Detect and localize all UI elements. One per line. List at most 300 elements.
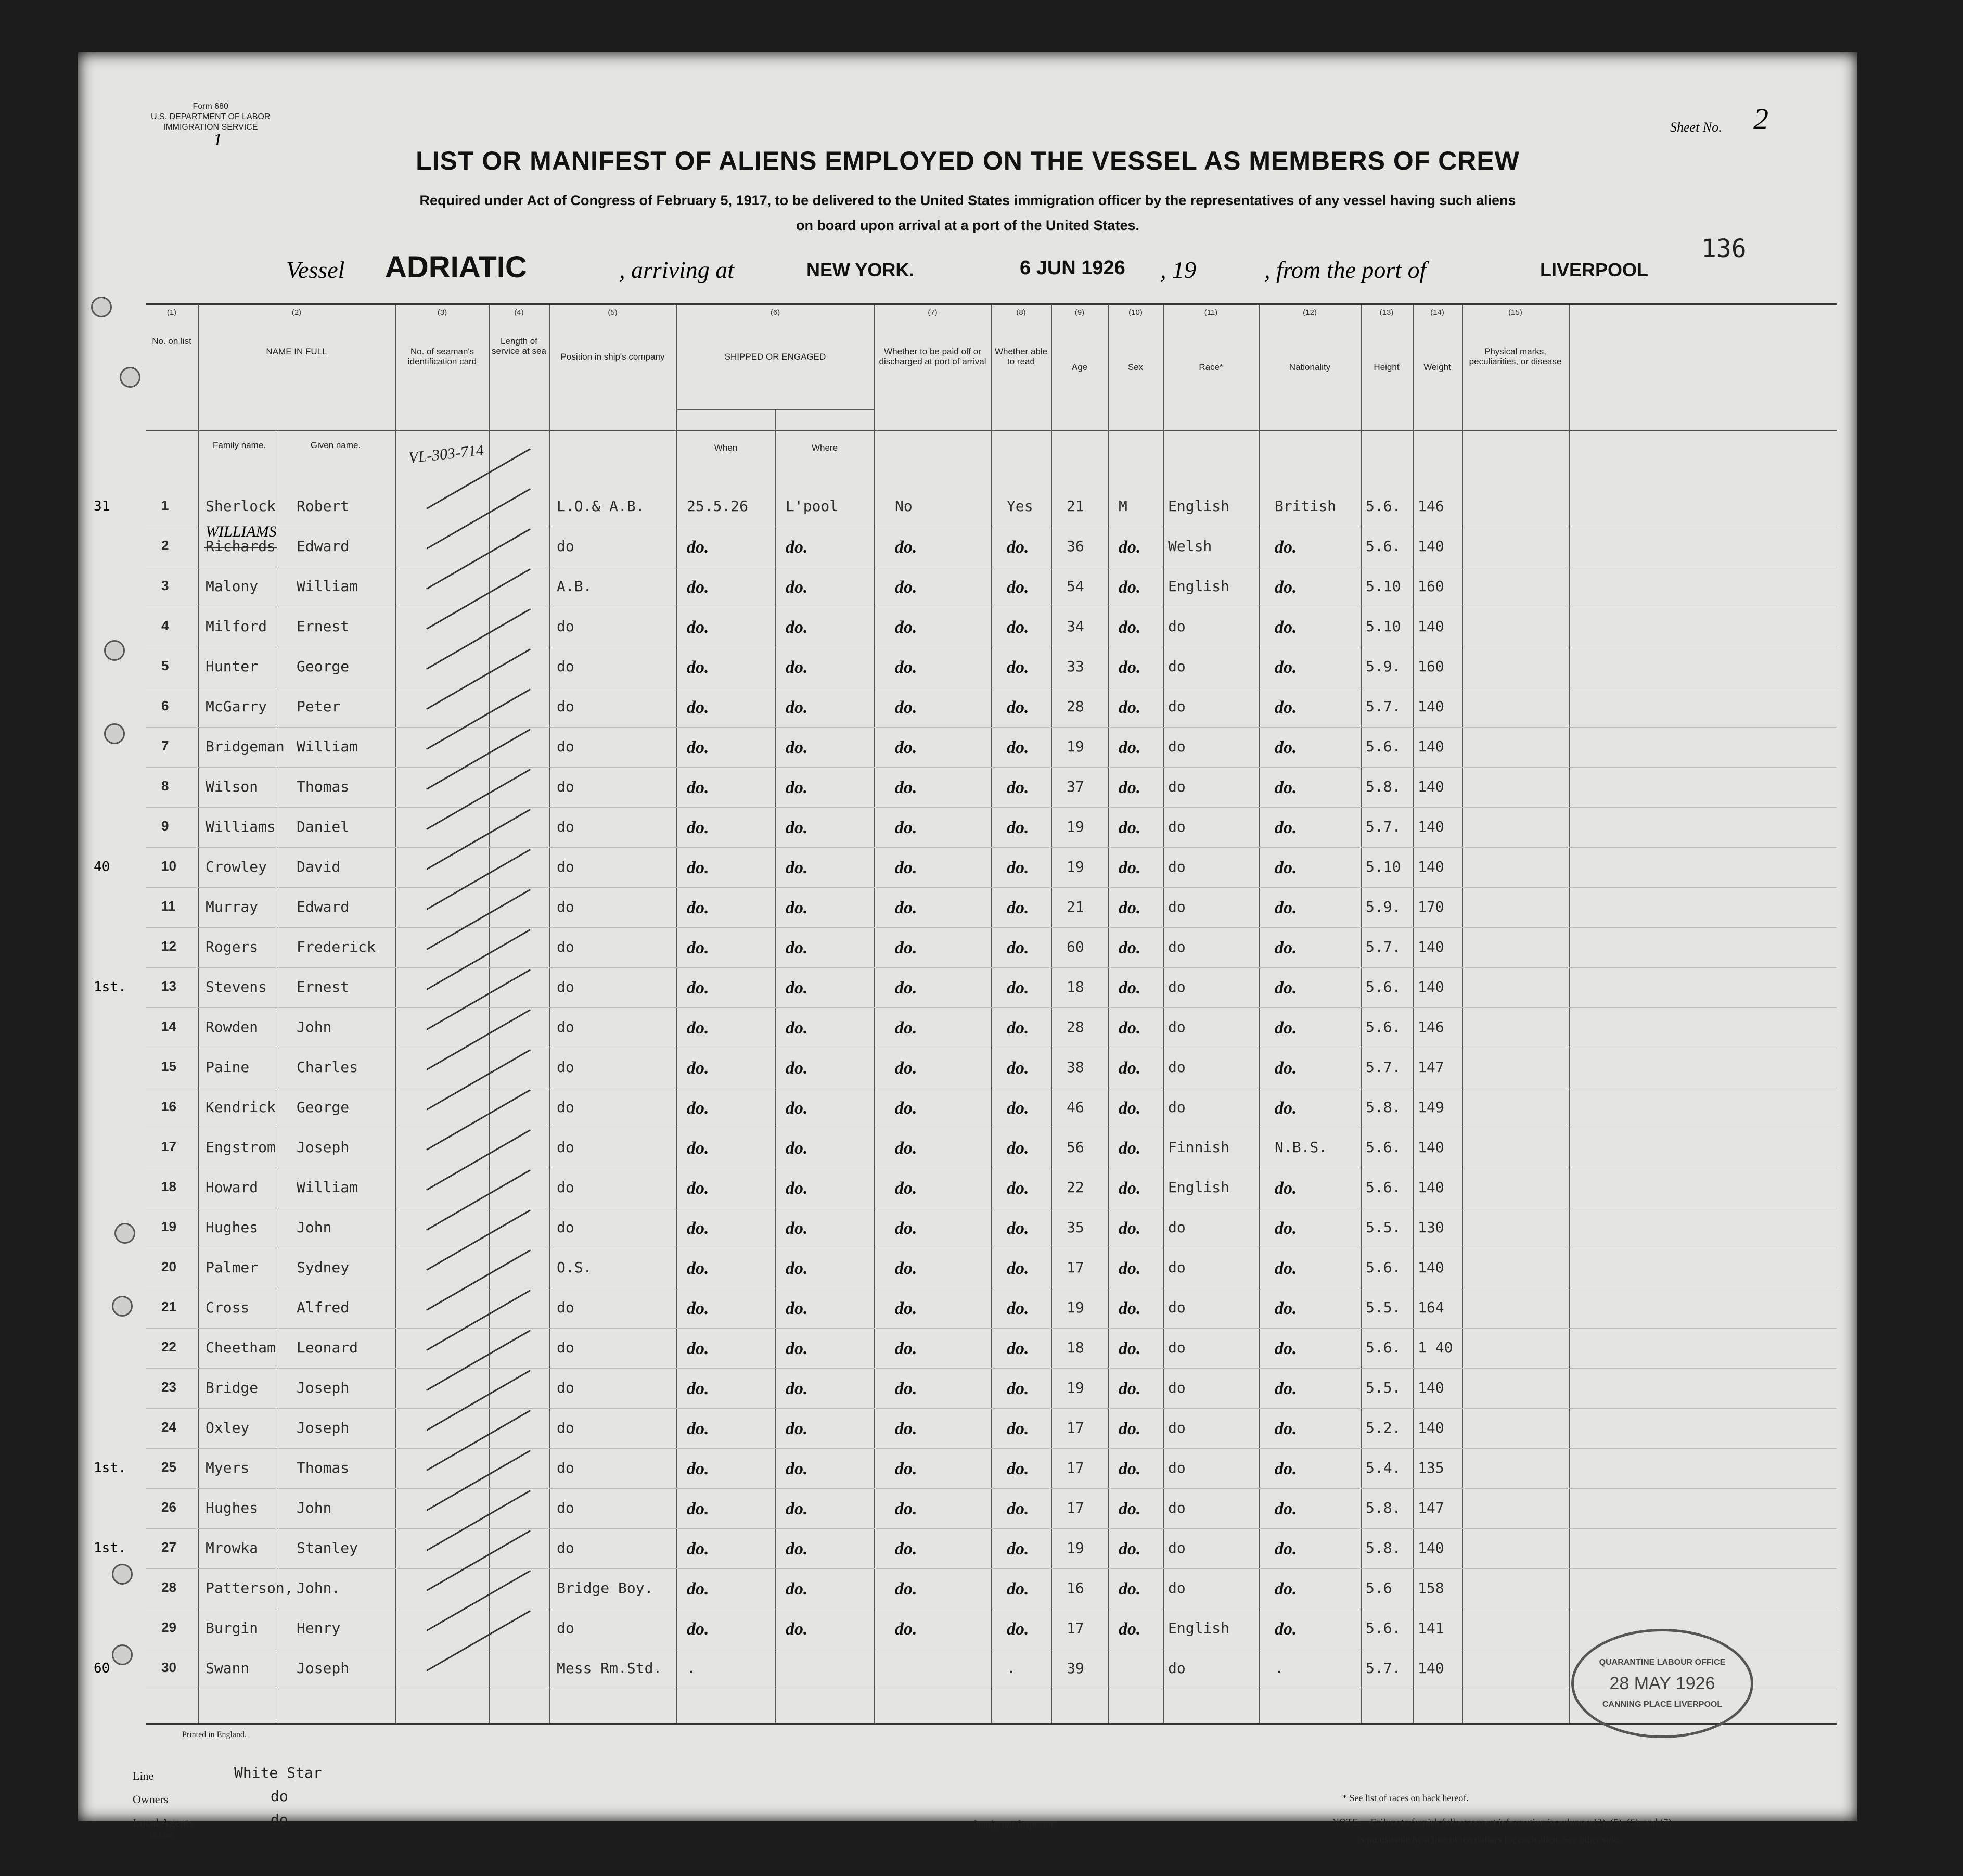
table-row (146, 1048, 1837, 1088)
cell-age: 46 (1067, 1099, 1084, 1116)
cell-family: Wilson (206, 778, 259, 795)
cell-paid: do. (895, 538, 917, 557)
col-num-14: (14) (1430, 308, 1444, 317)
cell-sex: do. (1119, 1379, 1141, 1398)
table-row (146, 848, 1837, 887)
header-position: Position in ship's company (560, 352, 665, 362)
cell-weight: 140 (1418, 778, 1444, 795)
cell-where: do. (786, 1018, 808, 1038)
table-row (146, 1248, 1837, 1288)
cell-no: 20 (161, 1259, 176, 1274)
cell-nat: do. (1275, 858, 1297, 877)
cell-nat: . (1275, 1660, 1284, 1677)
cell-when: do. (687, 578, 709, 597)
cell-position: do (557, 858, 574, 875)
cell-age: 19 (1067, 1299, 1084, 1316)
col-num-15: (15) (1508, 308, 1522, 317)
cell-position: do (557, 1058, 574, 1076)
cell-when: do. (687, 1459, 709, 1478)
cell-age: 19 (1067, 818, 1084, 835)
header-length-of-service: Length of service at sea (492, 336, 546, 356)
table-row (146, 1208, 1837, 1248)
cell-sex: do. (1119, 618, 1141, 637)
cell-age: 56 (1067, 1139, 1084, 1156)
cell-given: Edward (297, 538, 350, 555)
cell-no: 19 (161, 1219, 176, 1234)
cell-paid: do. (895, 978, 917, 998)
arrival-port: NEW YORK. (806, 259, 915, 280)
service: IMMIGRATION SERVICE (163, 123, 258, 132)
cell-age: 19 (1067, 1379, 1084, 1396)
cell-no: 26 (161, 1499, 176, 1515)
stamp-top-text: QUARANTINE LABOUR OFFICE (1599, 1657, 1726, 1667)
cell-paid: do. (895, 698, 917, 717)
cell-read: do. (1007, 1018, 1029, 1038)
cell-sex: do. (1119, 1459, 1141, 1478)
cell-read: do. (1007, 1139, 1029, 1158)
cell-race: do (1168, 1299, 1186, 1316)
cell-no: 15 (161, 1058, 176, 1074)
cell-sex: do. (1119, 1018, 1141, 1038)
cell-no: 3 (161, 578, 169, 593)
cell-race: do (1168, 658, 1186, 675)
cell-given: George (297, 658, 350, 675)
cell-paid: do. (895, 1419, 917, 1438)
cell-race: do (1168, 738, 1186, 755)
cell-paid: do. (895, 898, 917, 917)
owners-value: do (271, 1788, 288, 1805)
cell-read: do. (1007, 658, 1029, 677)
cell-race: do (1168, 1419, 1186, 1436)
cell-race: do (1168, 1058, 1186, 1076)
cell-when: do. (687, 938, 709, 958)
cell-paid: do. (895, 1139, 917, 1158)
cell-sex: do. (1119, 1179, 1141, 1198)
cell-weight: 140 (1418, 1539, 1444, 1556)
table-row (146, 487, 1837, 527)
cell-when: do. (687, 1419, 709, 1438)
cell-read: do. (1007, 1499, 1029, 1518)
cell-where: do. (786, 1619, 808, 1639)
cell-read: Yes (1007, 497, 1033, 515)
cell-given: William (297, 578, 358, 595)
cell-nat: do. (1275, 1259, 1297, 1278)
cell-paid: do. (895, 858, 917, 877)
cell-family: Hughes (206, 1499, 259, 1516)
cell-sex: do. (1119, 658, 1141, 677)
cell-race: do (1168, 778, 1186, 795)
header-nationality: Nationality (1289, 362, 1331, 372)
cell-position: do (557, 698, 574, 715)
manifest-page (78, 52, 1857, 1845)
cell-when: do. (687, 1139, 709, 1158)
cell-race: do (1168, 1099, 1186, 1116)
cell-given: Joseph (297, 1419, 350, 1436)
cell-nat: do. (1275, 1299, 1297, 1318)
cell-weight: 160 (1418, 658, 1444, 675)
cell-read: do. (1007, 1058, 1029, 1078)
table-row (146, 1008, 1837, 1048)
cell-read: do. (1007, 738, 1029, 757)
cell-where: do. (786, 1099, 808, 1118)
cell-weight: 140 (1418, 618, 1444, 635)
cell-position: do (557, 1299, 574, 1316)
cell-family: Crowley (206, 858, 267, 875)
cell-race: English (1168, 497, 1230, 515)
cell-position: A.B. (557, 578, 592, 595)
cell-read: do. (1007, 1459, 1029, 1478)
table-row (146, 1128, 1837, 1168)
cell-age: 35 (1067, 1219, 1084, 1236)
cell-weight: 170 (1418, 898, 1444, 915)
cell-sex: do. (1119, 1539, 1141, 1559)
cell-age: 28 (1067, 1018, 1084, 1036)
col-num-9: (9) (1074, 308, 1085, 317)
cell-given: Stanley (297, 1539, 358, 1556)
cell-race: do (1168, 698, 1186, 715)
cell-when: do. (687, 1539, 709, 1559)
header-race: Race* (1199, 362, 1223, 372)
binder-hole (112, 1296, 133, 1317)
cell-no: 18 (161, 1179, 176, 1194)
note-label: NOTE. (1332, 1817, 1361, 1828)
header-no-on-list: No. on list (152, 336, 191, 346)
header-where: Where (811, 443, 838, 453)
cell-weight: 130 (1418, 1219, 1444, 1236)
cell-no: 23 (161, 1379, 176, 1395)
cell-paid: do. (895, 738, 917, 757)
cell-when: do. (687, 1619, 709, 1639)
cell-age: 17 (1067, 1619, 1084, 1637)
cell-when: do. (687, 778, 709, 797)
cell-age: 19 (1067, 858, 1084, 875)
cell-position: do (557, 1459, 574, 1476)
cell-nat: do. (1275, 1179, 1297, 1198)
page-number: 136 (1701, 234, 1747, 263)
cell-given: Ernest (297, 618, 350, 635)
table-row (146, 888, 1837, 927)
cell-family: Milford (206, 618, 267, 635)
cell-given: Joseph (297, 1139, 350, 1156)
cell-age: 28 (1067, 698, 1084, 715)
agents-label: Local Agents (133, 1816, 194, 1829)
cell-height: 5.6. (1366, 1179, 1401, 1196)
margin-note: 1st. (94, 1540, 126, 1556)
cell-position: O.S. (557, 1259, 592, 1276)
cell-when: do. (687, 858, 709, 877)
form-code: 14-1240 (148, 1832, 173, 1840)
cell-where: do. (786, 858, 808, 877)
cell-height: 5.8. (1366, 1539, 1401, 1556)
cell-age: 33 (1067, 658, 1084, 675)
cell-height: 5.9. (1366, 898, 1401, 915)
cell-height: 5.6. (1366, 978, 1401, 996)
cell-height: 5.6. (1366, 1619, 1401, 1637)
cell-no: 13 (161, 978, 176, 994)
cell-no: 4 (161, 618, 169, 633)
cell-weight: 160 (1418, 578, 1444, 595)
cell-position: do (557, 1099, 574, 1116)
cell-family: Rogers (206, 938, 259, 955)
cell-nat: do. (1275, 898, 1297, 917)
cell-race: Finnish (1168, 1139, 1230, 1156)
cell-position: do (557, 778, 574, 795)
table-row (146, 928, 1837, 967)
cell-nat: do. (1275, 618, 1297, 637)
cell-nat: do. (1275, 1018, 1297, 1038)
cell-where: do. (786, 1379, 808, 1398)
cell-sex: do. (1119, 1339, 1141, 1358)
cell-race: Welsh (1168, 538, 1212, 555)
cell-height: 5.5. (1366, 1379, 1401, 1396)
cell-paid: do. (895, 1299, 917, 1318)
cell-read: do. (1007, 1379, 1029, 1398)
quarantine-stamp (1571, 1629, 1753, 1738)
page-title: LIST OR MANIFEST OF ALIENS EMPLOYED ON THE VESSEL AS MEMBERS OF CREW (416, 146, 1520, 175)
cell-family: Sherlock (206, 497, 276, 515)
cell-weight: 140 (1418, 1179, 1444, 1196)
cell-race: do (1168, 1259, 1186, 1276)
cell-height: 5.2. (1366, 1419, 1401, 1436)
strikethrough-line (204, 547, 277, 548)
cell-given: Robert (297, 497, 350, 515)
cell-position: do (557, 1339, 574, 1356)
table-row (146, 607, 1837, 647)
cell-paid: do. (895, 578, 917, 597)
cell-family: Rowden (206, 1018, 259, 1036)
cell-weight: 140 (1418, 1379, 1444, 1396)
cell-read: do. (1007, 1419, 1029, 1438)
cell-no: 7 (161, 738, 169, 754)
cell-where: do. (786, 698, 808, 717)
cell-given: John (297, 1018, 332, 1036)
cell-read: do. (1007, 858, 1029, 877)
cell-position: do (557, 618, 574, 635)
cell-no: 10 (161, 858, 176, 874)
cell-when: do. (687, 698, 709, 717)
cell-when: do. (687, 1339, 709, 1358)
cell-when: do. (687, 1058, 709, 1078)
cell-family: Oxley (206, 1419, 250, 1436)
cell-height: 5.4. (1366, 1459, 1401, 1476)
fine-note (1332, 1817, 1672, 1829)
cell-read: do. (1007, 1219, 1029, 1238)
id-annotation: VL-303-714 (407, 441, 485, 467)
cell-weight: 140 (1418, 818, 1444, 835)
binder-hole (104, 640, 125, 661)
cell-weight: 146 (1418, 497, 1444, 515)
cell-read: do. (1007, 1259, 1029, 1278)
cell-given: Henry (297, 1619, 341, 1637)
col-num-13: (13) (1379, 308, 1394, 317)
table-row (146, 647, 1837, 687)
cell-sex: do. (1119, 778, 1141, 797)
cell-nat: do. (1275, 978, 1297, 998)
cell-age: 21 (1067, 497, 1084, 515)
cell-height: 5.7. (1366, 1058, 1401, 1076)
header-paid-off: Whether to be paid off or discharged at port of arrival (879, 347, 986, 366)
cell-sex: do. (1119, 1219, 1141, 1238)
cell-race: do (1168, 1660, 1186, 1677)
cell-height: 5.6. (1366, 1259, 1401, 1276)
cell-nat: do. (1275, 1219, 1297, 1238)
cell-weight: 140 (1418, 698, 1444, 715)
cell-family: McGarry (206, 698, 267, 715)
cell-given: John (297, 1219, 332, 1236)
cell-height: 5.10 (1366, 858, 1401, 875)
cell-when: do. (687, 658, 709, 677)
header-name-in-full: NAME IN FULL (266, 347, 327, 356)
cell-race: do (1168, 1539, 1186, 1556)
cell-read: do. (1007, 698, 1029, 717)
cell-family: Stevens (206, 978, 267, 996)
table-row (146, 527, 1837, 567)
cell-nat: do. (1275, 1379, 1297, 1398)
name-correction: WILLIAMS (206, 523, 277, 540)
vessel-line (286, 234, 1795, 291)
cell-race: do (1168, 858, 1186, 875)
cell-when: do. (687, 1579, 709, 1599)
cell-where: L'pool (786, 497, 839, 515)
cell-paid: do. (895, 1459, 917, 1478)
cell-no: 12 (161, 938, 176, 954)
cell-where: do. (786, 658, 808, 677)
cell-read: do. (1007, 778, 1029, 797)
cell-nat: do. (1275, 538, 1297, 557)
binder-hole (112, 1564, 133, 1585)
cell-paid: do. (895, 1179, 917, 1198)
cell-position: do (557, 938, 574, 955)
cell-where: do. (786, 1139, 808, 1158)
cell-nat: do. (1275, 698, 1297, 717)
cell-nat: do. (1275, 778, 1297, 797)
cell-family: Kendrick (206, 1099, 276, 1116)
cell-when: do. (687, 1179, 709, 1198)
cell-age: 39 (1067, 1660, 1084, 1677)
col-num-6: (6) (770, 308, 780, 317)
cell-when: do. (687, 1379, 709, 1398)
header-id-card: No. of seaman's identification card (407, 347, 477, 366)
cell-where: do. (786, 578, 808, 597)
cell-family: Mrowka (206, 1539, 259, 1556)
table-row (146, 1088, 1837, 1128)
cell-family: Engstrom (206, 1139, 276, 1156)
cell-read: do. (1007, 978, 1029, 998)
cell-sex: do. (1119, 1419, 1141, 1438)
cell-where: do. (786, 898, 808, 917)
cell-race: English (1168, 1179, 1230, 1196)
cell-height: 5.10 (1366, 618, 1401, 635)
table-row (146, 1609, 1837, 1649)
cell-no: 8 (161, 778, 169, 794)
cell-given: Thomas (297, 778, 350, 795)
cell-age: 54 (1067, 578, 1084, 595)
table-row (146, 1409, 1837, 1448)
cell-given: John. (297, 1579, 341, 1597)
cell-read: do. (1007, 578, 1029, 597)
cell-given: William (297, 738, 358, 755)
cell-height: 5.5. (1366, 1219, 1401, 1236)
cell-read: do. (1007, 1179, 1029, 1198)
cell-sex: do. (1119, 578, 1141, 597)
cell-where: do. (786, 1459, 808, 1478)
cell-nat: British (1275, 497, 1337, 515)
cell-paid: do. (895, 1579, 917, 1599)
cell-when: do. (687, 898, 709, 917)
header-when: When (714, 443, 738, 453)
cell-sex: do. (1119, 938, 1141, 958)
cell-height: 5.7. (1366, 698, 1401, 715)
cell-sex: do. (1119, 898, 1141, 917)
cell-given: Alfred (297, 1299, 350, 1316)
cell-family: Bridgeman (206, 738, 285, 755)
col-num-4: (4) (514, 308, 524, 317)
col-num-10: (10) (1128, 308, 1143, 317)
table-row (146, 808, 1837, 847)
department: U.S. DEPARTMENT OF LABOR (151, 112, 271, 121)
cell-where: do. (786, 1219, 808, 1238)
cell-nat: do. (1275, 658, 1297, 677)
cell-position: do (557, 1018, 574, 1036)
col-num-11: (11) (1204, 308, 1218, 317)
cell-read: do. (1007, 1099, 1029, 1118)
cell-position: do (557, 1379, 574, 1396)
cell-race: do (1168, 1339, 1186, 1356)
cell-where: do. (786, 1299, 808, 1318)
cell-sex: M (1119, 497, 1127, 515)
cell-read: do. (1007, 818, 1029, 837)
cell-sex: do. (1119, 538, 1141, 557)
cell-no: 29 (161, 1619, 176, 1635)
cell-given: Ernest (297, 978, 350, 996)
cell-age: 34 (1067, 618, 1084, 635)
subtitle-line1: Required under Act of Congress of February 5, 1917, to be delivered to the United States immigration officer by the representatives of any vessel having such aliens (419, 193, 1516, 208)
header-given-name: Given name. (310, 440, 361, 450)
cell-when: do. (687, 738, 709, 757)
cell-weight: 158 (1418, 1579, 1444, 1597)
cell-weight: 147 (1418, 1058, 1444, 1076)
cell-sex: do. (1119, 1499, 1141, 1518)
cell-given: William (297, 1179, 358, 1196)
cell-weight: 140 (1418, 738, 1444, 755)
cell-paid: do. (895, 1379, 917, 1398)
cell-no: 27 (161, 1539, 176, 1555)
cell-family: Paine (206, 1058, 250, 1076)
cell-read: . (1007, 1660, 1016, 1677)
cell-nat: do. (1275, 1499, 1297, 1518)
cell-paid: do. (895, 1539, 917, 1559)
cell-nat: do. (1275, 938, 1297, 958)
cell-weight: 140 (1418, 1419, 1444, 1436)
cell-read: do. (1007, 1299, 1029, 1318)
cell-position: do (557, 1539, 574, 1556)
cell-given: Charles (297, 1058, 358, 1076)
cell-age: 19 (1067, 738, 1084, 755)
cell-nat: do. (1275, 1619, 1297, 1639)
cell-race: English (1168, 1619, 1230, 1637)
cell-paid: do. (895, 1619, 917, 1639)
subtitle-line2: on board upon arrival at a port of the United States. (796, 218, 1140, 233)
cell-position: do (557, 1619, 574, 1637)
cell-when: do. (687, 818, 709, 837)
cell-height: 5.7. (1366, 938, 1401, 955)
cell-no: 11 (161, 898, 176, 914)
from-port: LIVERPOOL (1540, 259, 1649, 280)
cell-position: do (557, 978, 574, 996)
margin-note: 1st. (94, 979, 126, 995)
table-row (146, 1168, 1837, 1208)
cell-nat: N.B.S. (1275, 1139, 1328, 1156)
